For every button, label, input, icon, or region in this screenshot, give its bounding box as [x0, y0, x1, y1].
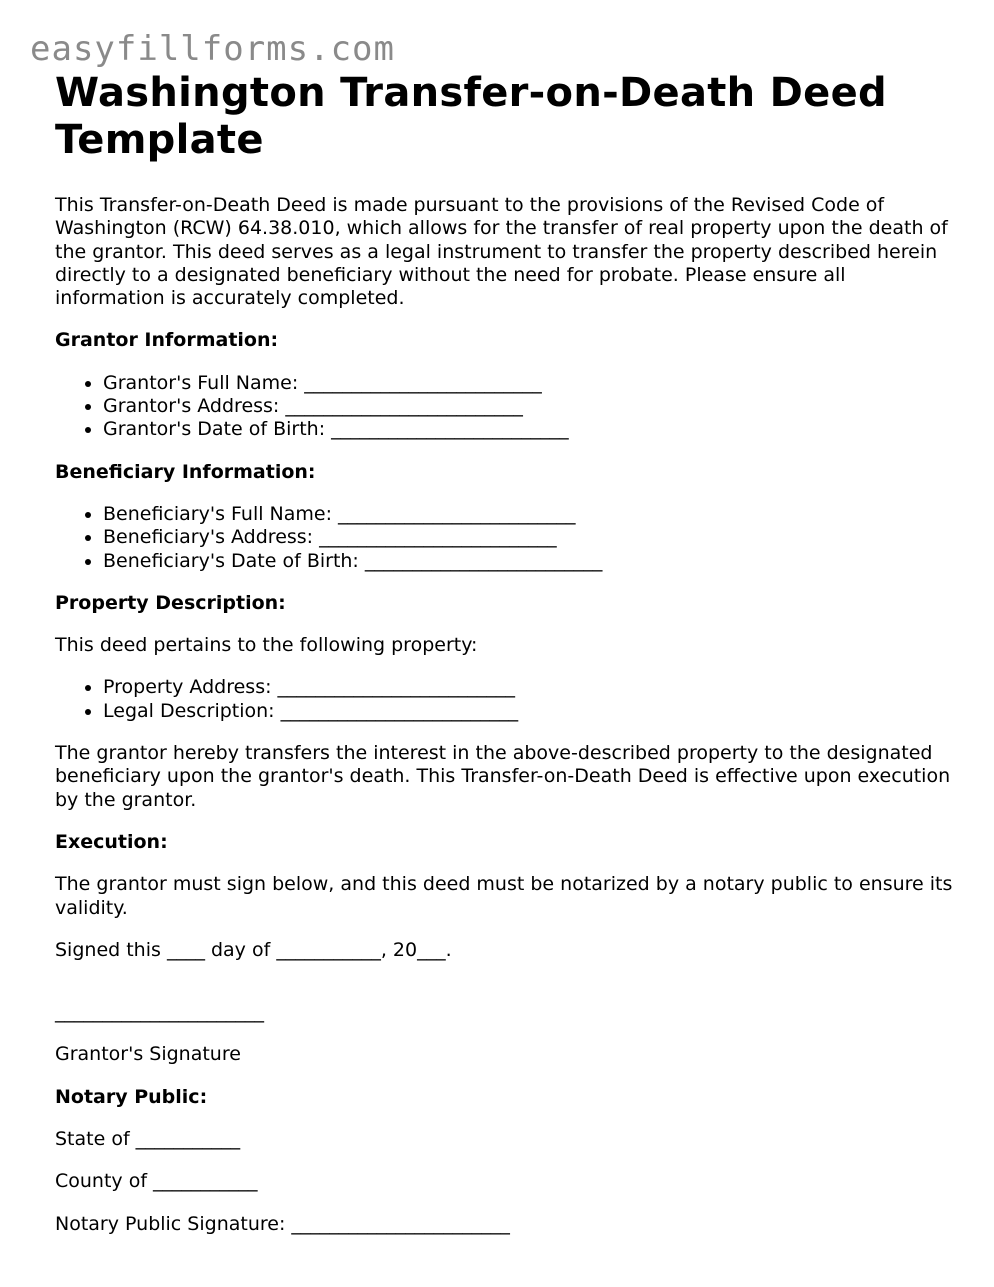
beneficiary-full-name-field[interactable]: • Beneficiary's Full Name: _________________________ [103, 503, 955, 526]
grantor-address-field[interactable]: • Grantor's Address: _________________________ [103, 395, 955, 418]
grantor-list [55, 372, 955, 442]
transfer-paragraph: The grantor hereby transfers the interest in the above-described property to the designated beneficiary upon the grantor's death. This Transfer-on-Death Deed is effective upon execution by the grantor. [55, 742, 951, 811]
watermark: easyfillforms.com [30, 29, 395, 69]
property-lead: This deed pertains to the following property: [55, 634, 478, 657]
execution-text: The grantor must sign below, and this deed must be notarized by a notary public to ensure its validity. [55, 873, 953, 919]
legal-description-field[interactable]: • Legal Description: _________________________ [103, 700, 955, 723]
beneficiary-dob-field[interactable]: • Beneficiary's Date of Birth: _________________________ [103, 550, 955, 573]
grantor-signature-line[interactable]: ______________________ [55, 1001, 264, 1024]
property-address-field[interactable]: • Property Address: _________________________ [103, 676, 955, 699]
beneficiary-address-field[interactable]: • Beneficiary's Address: _________________________ [103, 526, 955, 549]
grantor-heading: Grantor Information: [55, 329, 279, 352]
intro-paragraph: This Transfer-on-Death Deed is made pursuant to the provisions of the Revised Code of Washington (RCW) 64.38.010, which allows for the transfer of real property upon the death of the grantor. This deed serves as a legal instrument to transfer the property described herein directly to a designated beneficiary without the need for probate. Please ensure all information is accurately completed. [55, 194, 948, 310]
notary-state-field[interactable]: State of ___________ [55, 1128, 241, 1151]
beneficiary-heading: Beneficiary Information: [55, 460, 316, 483]
property-heading: Property Description: [55, 591, 286, 614]
notary-county-field[interactable]: County of ___________ [55, 1170, 258, 1193]
grantor-signature-label: Grantor's Signature [55, 1043, 241, 1066]
signed-date-field[interactable]: Signed this ____ day of ___________, 20___. [55, 938, 452, 961]
notary-signature-field[interactable]: Notary Public Signature: _______________________ [55, 1212, 510, 1235]
grantor-dob-field[interactable]: • Grantor's Date of Birth: _________________________ [103, 418, 955, 441]
execution-heading: Execution: [55, 830, 168, 853]
notary-heading: Notary Public: [55, 1085, 208, 1108]
grantor-full-name-field[interactable]: • Grantor's Full Name: _________________________ [103, 372, 955, 395]
document-title: Washington Transfer-on-Death Deed Template [55, 70, 887, 163]
document [55, 70, 955, 1236]
property-list [55, 676, 955, 723]
beneficiary-list [55, 503, 955, 573]
